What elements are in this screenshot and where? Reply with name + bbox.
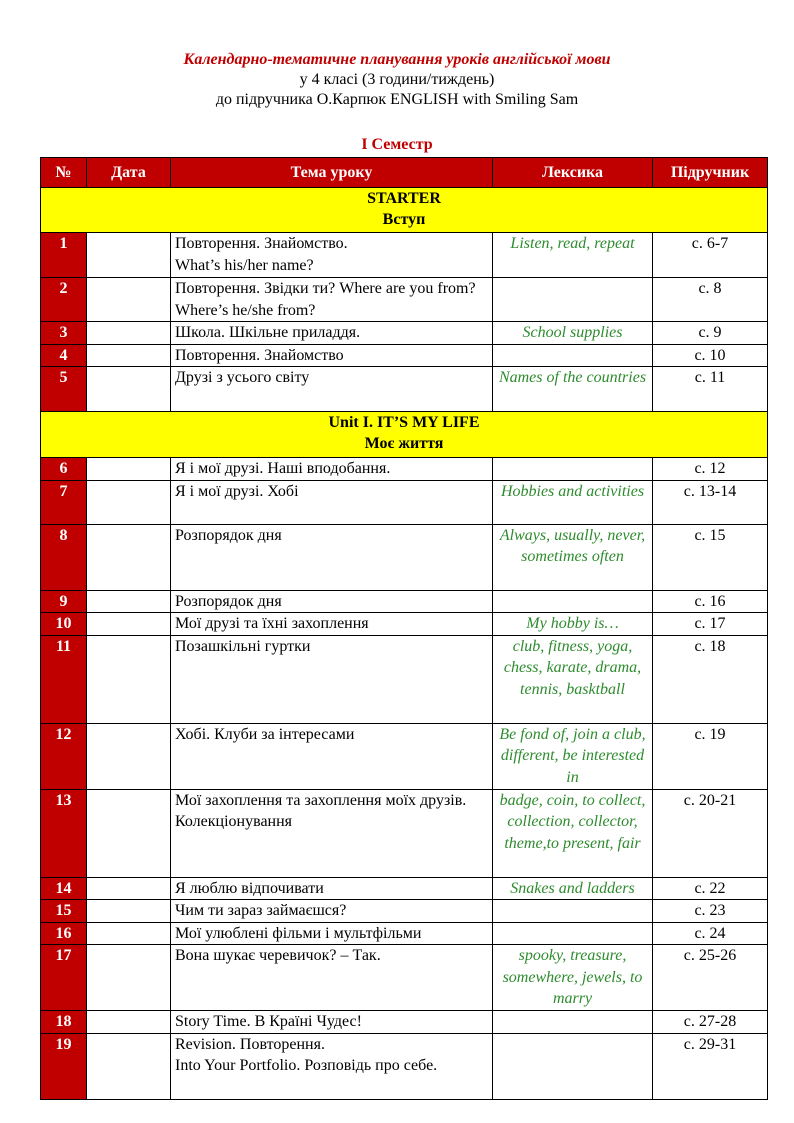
column-header-date: Дата [87, 158, 171, 188]
textbook-pages: с. 15 [653, 524, 768, 590]
lesson-topic [171, 613, 493, 636]
lesson-topic [171, 233, 493, 278]
section-row [41, 412, 768, 458]
lesson-number: 11 [41, 635, 87, 723]
table-row [41, 945, 768, 1011]
lesson-number: 8 [41, 524, 87, 590]
lesson-date [87, 458, 171, 481]
table-row [41, 278, 768, 322]
table-row [41, 458, 768, 481]
table-row [41, 367, 768, 412]
lesson-date [87, 524, 171, 590]
lesson-topic-line: Мої друзі та їхні захоплення [175, 615, 369, 632]
lesson-vocabulary: School supplies [493, 322, 653, 345]
lesson-topic [171, 458, 493, 481]
lesson-topic-line: Revision. Повторення. [175, 1035, 325, 1053]
section-subtitle: Вступ [382, 211, 426, 228]
textbook-pages: с. 13-14 [653, 480, 768, 524]
lesson-topic-line: Мої захоплення та захоплення моїх друзів. Колекціонування [175, 791, 467, 830]
textbook-pages: с. 12 [653, 458, 768, 481]
lesson-date [87, 877, 171, 900]
textbook-pages: с. 6-7 [653, 233, 768, 278]
section-title: Unit I. IT’S MY LIFE [328, 414, 480, 431]
lesson-number: 7 [41, 480, 87, 524]
lesson-topic-line: Хобі. Клуби за інтересами [175, 725, 355, 743]
lesson-topic-line: Повторення. Звідки ти? Where are you from? Where’s he/she from? [175, 280, 476, 319]
textbook-pages: с. 25-26 [653, 945, 768, 1011]
table-row [41, 524, 768, 590]
textbook-pages: с. 8 [653, 278, 768, 322]
textbook-pages: с. 24 [653, 922, 768, 945]
semester-heading: І Семестр [361, 136, 433, 153]
lesson-vocabulary: Listen, read, repeat [493, 233, 653, 278]
lesson-number: 12 [41, 723, 87, 789]
lesson-date [87, 635, 171, 723]
column-header-topic: Тема уроку [171, 158, 493, 188]
lesson-vocabulary [493, 900, 653, 923]
lesson-vocabulary: Names of the countries [493, 367, 653, 412]
lesson-topic [171, 344, 493, 367]
table-row [41, 635, 768, 723]
lesson-vocabulary: Snakes and ladders [493, 877, 653, 900]
lesson-topic [171, 524, 493, 590]
lesson-date [87, 789, 171, 877]
section-heading [41, 412, 768, 458]
lesson-topic-line: Школа. Шкільне приладдя. [175, 324, 361, 341]
lesson-date [87, 590, 171, 613]
lesson-number: 17 [41, 945, 87, 1011]
lesson-topic [171, 367, 493, 412]
lesson-number: 4 [41, 344, 87, 367]
textbook-pages: с. 19 [653, 723, 768, 789]
lesson-topic-line: Розпорядок дня [175, 592, 282, 610]
section-row [41, 188, 768, 233]
lesson-topic [171, 1033, 493, 1099]
lesson-topic-line: Story Time. В Країні Чудес! [175, 1013, 362, 1030]
lesson-date [87, 945, 171, 1011]
lesson-vocabulary [493, 1011, 653, 1034]
table-row [41, 613, 768, 636]
lesson-topic-line: What’s his/her name? [175, 256, 314, 274]
lesson-topic-line: Чим ти зараз займаєшся? [175, 902, 347, 919]
textbook-pages: с. 17 [653, 613, 768, 636]
lesson-topic [171, 877, 493, 900]
lesson-vocabulary [493, 278, 653, 322]
table-row [41, 789, 768, 877]
lesson-date [87, 723, 171, 789]
table-row [41, 877, 768, 900]
lesson-topic-line: Я і мої друзі. Хобі [175, 482, 299, 500]
lesson-number: 13 [41, 789, 87, 877]
lesson-topic-line: Into Your Portfolio. Розповідь про себе. [175, 1057, 438, 1074]
lesson-number: 18 [41, 1011, 87, 1034]
lesson-topic-line: Я люблю відпочивати [175, 879, 324, 897]
table-row [41, 900, 768, 923]
lesson-vocabulary [493, 344, 653, 367]
lesson-topic [171, 635, 493, 723]
lesson-topic-line: Я і мої друзі. Наші вподобання. [175, 460, 391, 477]
lesson-number: 15 [41, 900, 87, 923]
lesson-vocabulary: badge, coin, to collect, collection, collector, theme,to present, fair [493, 789, 653, 877]
lesson-topic [171, 723, 493, 789]
document-header [0, 50, 794, 110]
lesson-topic-line: Позашкільні гуртки [175, 637, 311, 655]
textbook-pages: с. 22 [653, 877, 768, 900]
lesson-date [87, 322, 171, 345]
lesson-topic [171, 278, 493, 322]
lesson-topic-line: Друзі з усього світу [175, 369, 310, 386]
lesson-number: 3 [41, 322, 87, 345]
table-row [41, 590, 768, 613]
document-subtitle-grade: у 4 класі (3 години/тиждень) [299, 71, 495, 88]
textbook-pages: с. 11 [653, 367, 768, 412]
section-subtitle: Моє життя [364, 435, 444, 452]
lesson-vocabulary: club, fitness, yoga, chess, karate, drama, tennis, basktball [493, 635, 653, 723]
lesson-vocabulary: spooky, treasure, somewhere, jewels, to marry [493, 945, 653, 1011]
lesson-date [87, 900, 171, 923]
textbook-pages: с. 10 [653, 344, 768, 367]
table-row [41, 1033, 768, 1099]
column-header-vocabulary: Лексика [493, 158, 653, 188]
lesson-date [87, 278, 171, 322]
lesson-date [87, 613, 171, 636]
table-row [41, 322, 768, 345]
lesson-topic [171, 590, 493, 613]
lesson-vocabulary: Be fond of, join a club, different, be interested in [493, 723, 653, 789]
textbook-pages: с. 9 [653, 322, 768, 345]
lesson-vocabulary: Hobbies and activities [493, 480, 653, 524]
table-row [41, 1011, 768, 1034]
lesson-vocabulary [493, 922, 653, 945]
table-body [41, 188, 768, 1100]
lesson-number: 14 [41, 877, 87, 900]
lesson-vocabulary [493, 458, 653, 481]
textbook-pages: с. 18 [653, 635, 768, 723]
lesson-vocabulary: Always, usually, never, sometimes often [493, 524, 653, 590]
section-title: STARTER [367, 190, 441, 207]
lesson-number: 19 [41, 1033, 87, 1099]
lesson-topic-line: Повторення. Знайомство. [175, 235, 348, 252]
table-header-row [41, 158, 768, 188]
lesson-topic [171, 480, 493, 524]
table-row [41, 922, 768, 945]
lesson-topic [171, 1011, 493, 1034]
lesson-topic [171, 922, 493, 945]
lesson-number: 10 [41, 613, 87, 636]
document-subtitle-textbook: до підручника О.Карпюк ENGLISH with Smiling Sam [215, 91, 579, 108]
textbook-pages: с. 27-28 [653, 1011, 768, 1034]
lesson-date [87, 1011, 171, 1034]
lesson-vocabulary: My hobby is… [493, 613, 653, 636]
lesson-topic [171, 322, 493, 345]
lesson-topic [171, 945, 493, 1011]
table-row [41, 233, 768, 278]
lesson-topic [171, 789, 493, 877]
textbook-pages: с. 29-31 [653, 1033, 768, 1099]
lesson-date [87, 367, 171, 412]
column-header-number: № [41, 158, 87, 188]
lesson-date [87, 233, 171, 278]
table-row [41, 480, 768, 524]
lesson-vocabulary [493, 1033, 653, 1099]
lesson-number: 9 [41, 590, 87, 613]
textbook-pages: с. 16 [653, 590, 768, 613]
textbook-pages: с. 20-21 [653, 789, 768, 877]
table-row [41, 723, 768, 789]
document-title: Календарно-тематичне планування уроків англійської мови [183, 51, 611, 68]
lesson-number: 5 [41, 367, 87, 412]
lesson-topic-line: Повторення. Знайомство [175, 346, 344, 364]
lesson-date [87, 1033, 171, 1099]
lesson-topic-line: Мої улюблені фільми і мультфільми [175, 924, 422, 942]
lesson-date [87, 344, 171, 367]
lesson-plan-table [40, 157, 768, 1100]
lesson-topic-line: Розпорядок дня [175, 526, 282, 544]
section-heading [41, 188, 768, 233]
lesson-number: 1 [41, 233, 87, 278]
lesson-number: 16 [41, 922, 87, 945]
textbook-pages: с. 23 [653, 900, 768, 923]
lesson-topic [171, 900, 493, 923]
lesson-number: 6 [41, 458, 87, 481]
lesson-date [87, 922, 171, 945]
column-header-textbook: Підручник [653, 158, 768, 188]
lesson-number: 2 [41, 278, 87, 322]
lesson-topic-line: Вона шукає черевичок? – Так. [175, 947, 381, 964]
lesson-vocabulary [493, 590, 653, 613]
lesson-date [87, 480, 171, 524]
table-row [41, 344, 768, 367]
